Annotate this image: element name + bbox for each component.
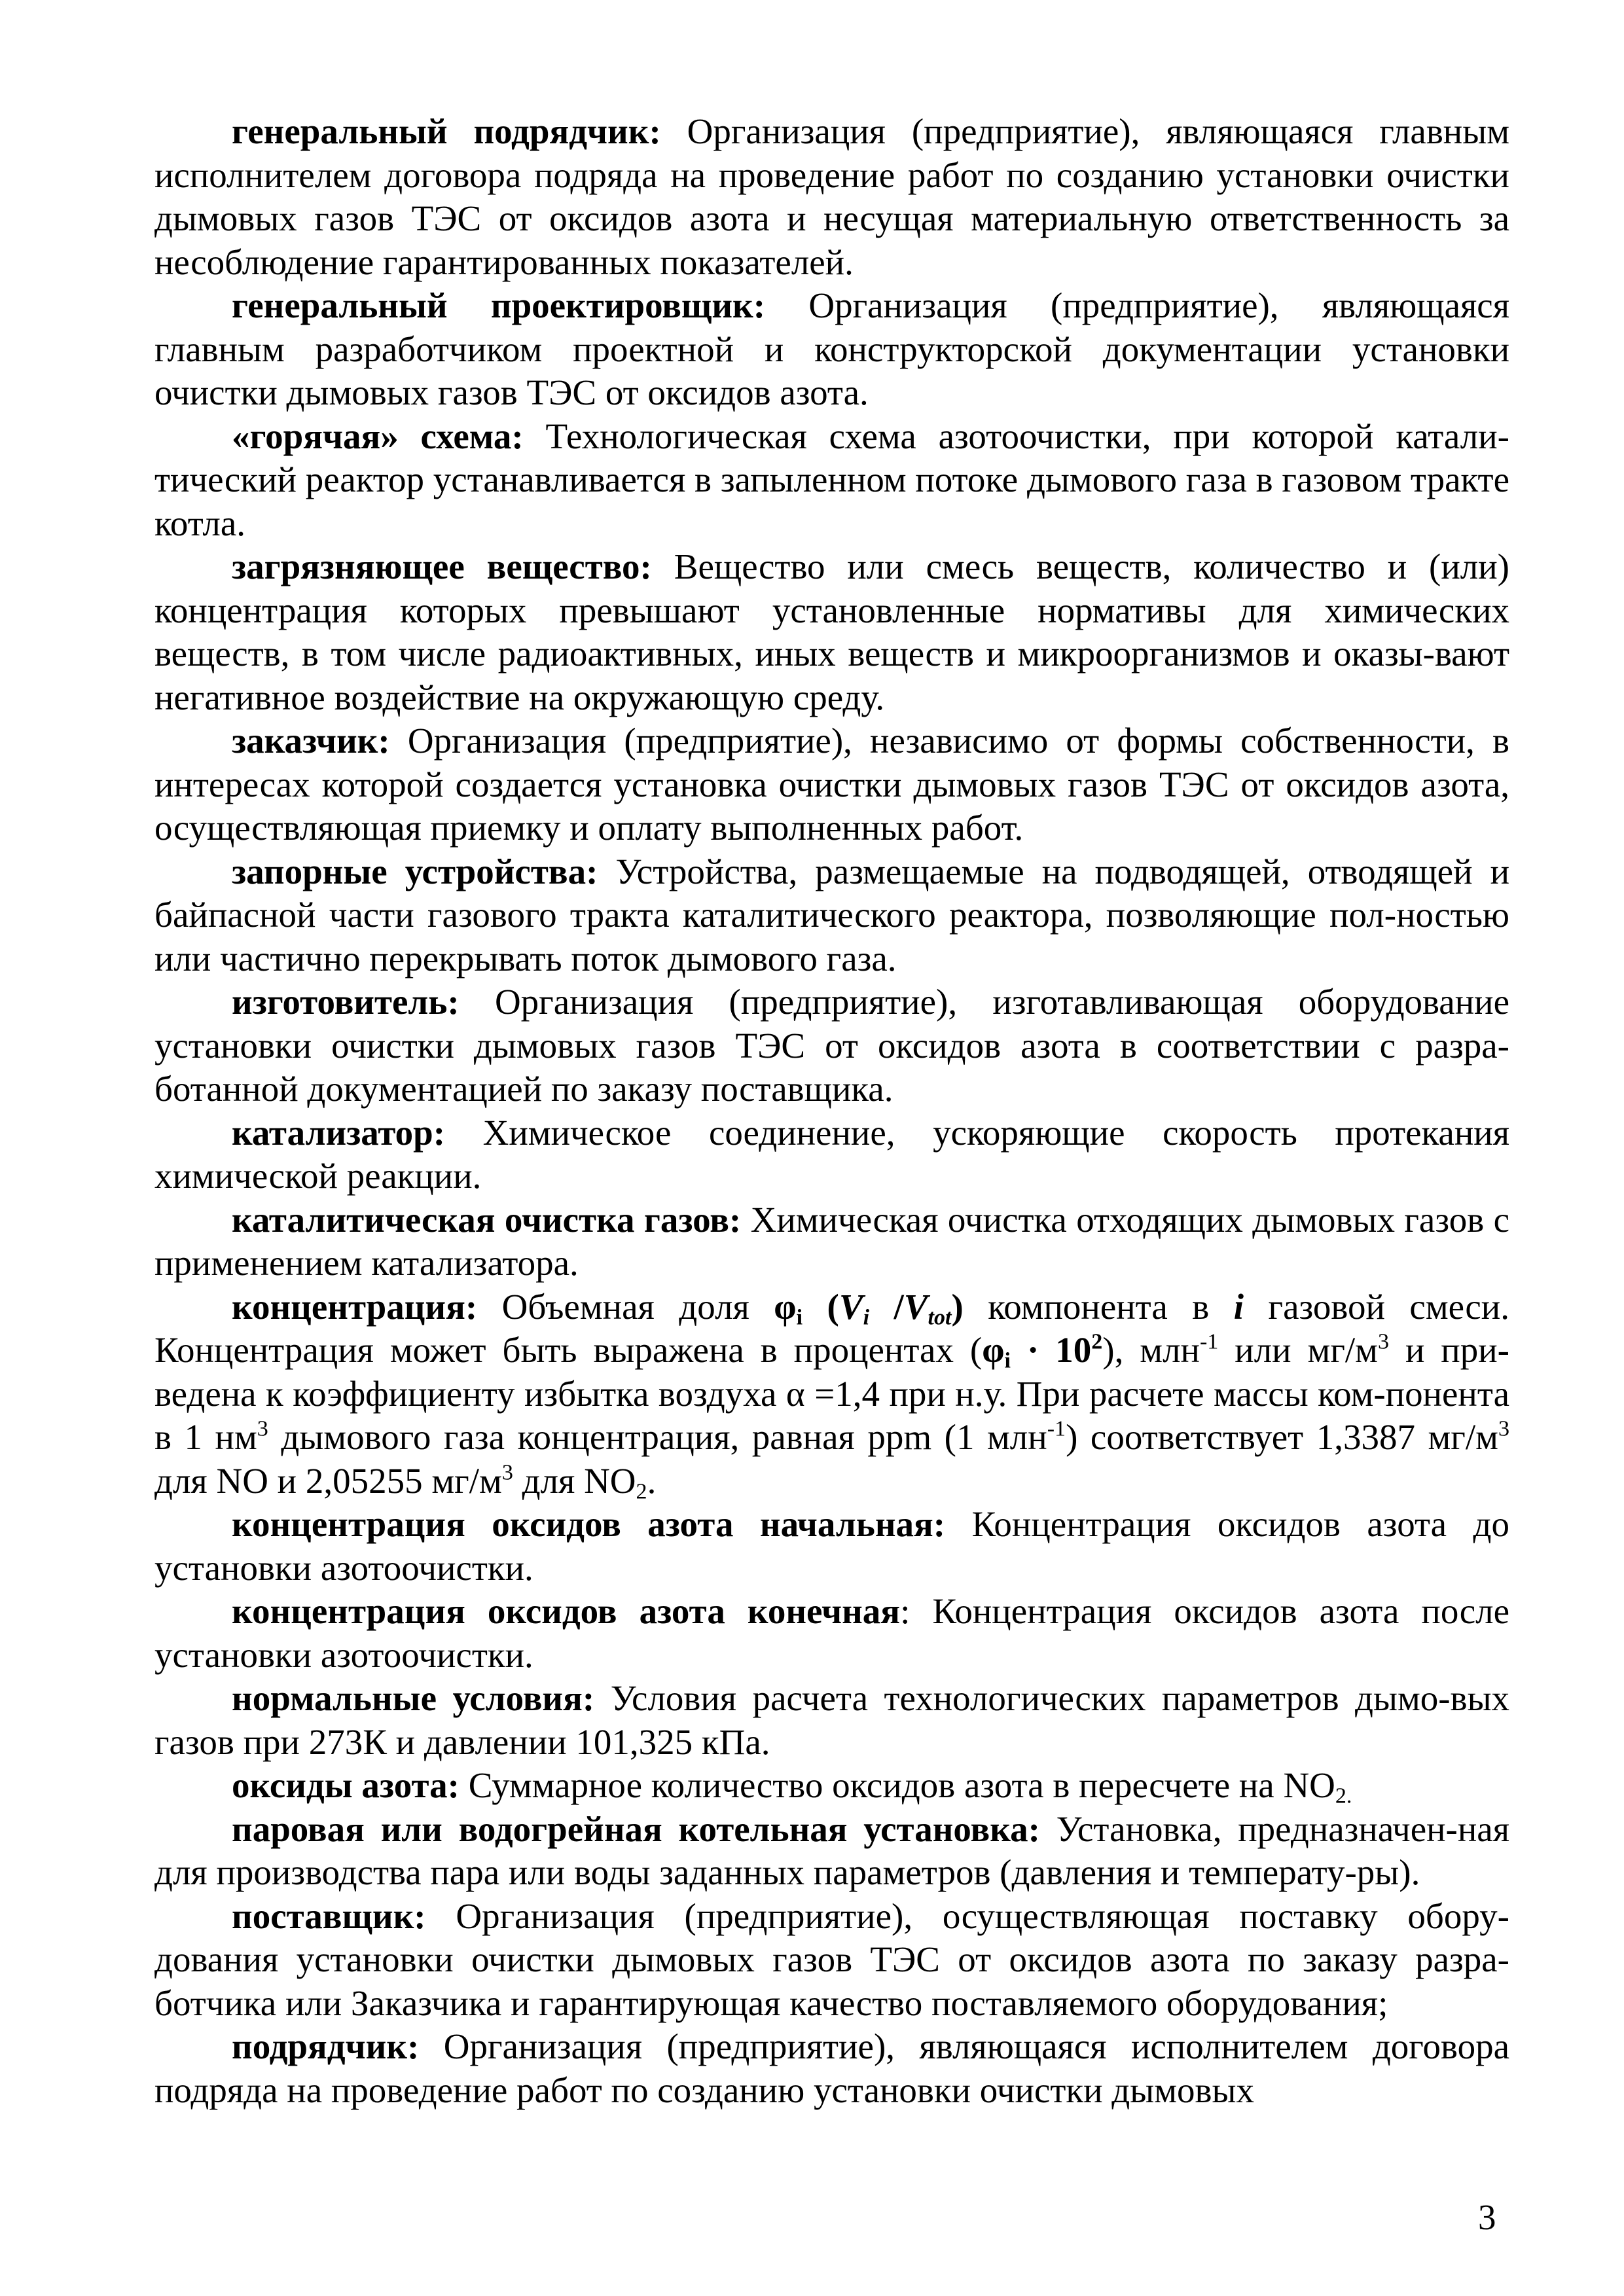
term: оксиды азота: (232, 1765, 460, 1805)
definition-manufacturer (154, 980, 1509, 1111)
term: поставщик: (232, 1895, 426, 1936)
definition-final-nox-concentration (154, 1590, 1509, 1677)
term: нормальные условия: (232, 1678, 595, 1718)
term: генеральный проектировщик: (232, 285, 766, 325)
definition-text: Организация (предприятие), являющаяся главным исполнителем договора подряда на проведение работ по созданию установки очистки дымовых газов ТЭС от оксидов азота и несущая материальную ответственность за несоблюдение гарантированных показателей. (154, 111, 1510, 282)
term: «горячая» схема: (232, 416, 524, 456)
term: изготовитель: (232, 982, 460, 1022)
term: запорные устройства: (232, 851, 598, 891)
definition-text: Организация (предприятие), изготавливающая оборудование установки очистки дымовых газов ТЭС от оксидов азота в соответствии с разра-ботанной документацией по заказу поставщика. (154, 982, 1509, 1109)
term: загрязняющее вещество: (232, 547, 652, 586)
definition-pollutant (154, 545, 1509, 719)
definition-catalyst (154, 1111, 1509, 1198)
definition-customer (154, 719, 1509, 850)
definition-text: Химическая очистка отходящих дымовых газов с применением катализатора. (154, 1199, 1509, 1283)
term: подрядчик: (232, 2026, 420, 2066)
definition-text: Устройства, размещаемые на подводящей, отводящей и байпасной части газового тракта каталитического реактора, позволяющие пол-ностью или частично перекрывать поток дымового газа. (154, 851, 1510, 978)
definition-text: Вещество или смесь веществ, количество и (или) концентрация которых превышают установленные нормативы для химических веществ, в том числе радиоактивных, иных веществ и микроорганизмов и оказы-вают негативное воздействие на окружающую среду. (154, 547, 1509, 717)
definition-text: Организация (предприятие), независимо от формы собственности, в интересах которой создается установка очистки дымовых газов ТЭС от оксидов азота, осуществляющая приемку и оплату выполненных работ. (154, 721, 1509, 848)
term: катализатор: (232, 1112, 446, 1153)
definition-text: Организация (предприятие), являющаяся главным разработчиком проектной и конструкторской документации установки очистки дымовых газов ТЭС от оксидов азота. (154, 285, 1510, 412)
definition-text: Технологическая схема азотоочистки, при которой катали-тический реактор устанавливается в запыленном потоке дымового газа в газовом тракте котла. (154, 416, 1510, 543)
definition-nitrogen-oxides (154, 1764, 1509, 1808)
definition-shutoff-devices (154, 850, 1509, 981)
definition-text: Условия расчета технологических параметров дымо-вых газов при 273К и давлении 101,325 кПа. (154, 1678, 1510, 1762)
document-body (154, 110, 1509, 2112)
definition-boiler-installation (154, 1808, 1509, 1895)
definition-text: Установка, предназначен-ная для производства пара или воды заданных параметров (давления и температу-ры). (154, 1808, 1509, 1892)
definition-catalytic-cleaning (154, 1198, 1509, 1285)
definition-general-contractor (154, 110, 1509, 284)
definition-text: : Концентрация оксидов азота после установки азотоочистки. (154, 1591, 1510, 1675)
definition-text: Организация (предприятие), осуществляющая поставку обору-дования установки очистки дымовых газов ТЭС от оксидов азота по заказу разра-ботчика или Заказчика и гарантирующая качество поставляемого оборудования; (154, 1895, 1510, 2023)
definition-text: Суммарное количество оксидов азота в пересчете на $NO_{2.}$ (468, 1765, 1352, 1808)
term: генеральный подрядчик: (232, 111, 661, 151)
term: концентрация оксидов азота конечная (232, 1591, 901, 1631)
definition-initial-nox-concentration (154, 1503, 1509, 1590)
term: концентрация оксидов азота начальная: (232, 1504, 946, 1544)
term: концентрация: (232, 1286, 478, 1327)
term: паровая или водогрейная котельная установка: (232, 1808, 1040, 1849)
term: заказчик: (232, 721, 390, 761)
definition-text: Объемная доля $\varphi_i$ ($V_i$ $/V_{tot}$) компонента в i газовой смеси. Концентрация может быть выражена в процентах $(\varphi_i \cdot 10^2)$, млн$^{-1}$ или $мг/м^3$ и при-ведена к коэффициенту избытка воздуха α =1,4 при н.у. При расчете массы ком-понента в 1 $нм^3$ дымового газа концентрация, равная ppm (1 млн$^{-1}$) соответствует 1,3387 $мг/м^3$ для NO и 2,05255 $мг/м^3$ для $NO_2$. (154, 1286, 1509, 1504)
definition-general-designer (154, 284, 1509, 415)
definition-text: Химическое соединение, ускоряющие скорость протекания химической реакции. (154, 1112, 1509, 1196)
term: каталитическая очистка газов: (232, 1199, 742, 1240)
definition-hot-scheme (154, 415, 1509, 546)
page-number: 3 (1478, 2197, 1496, 2237)
definition-contractor (154, 2025, 1509, 2112)
definition-normal-conditions (154, 1677, 1509, 1764)
definition-supplier (154, 1895, 1509, 2026)
definition-concentration (154, 1285, 1509, 1503)
definition-text: Организация (предприятие), являющаяся исполнителем договора подряда на проведение работ по созданию установки очистки дымовых (154, 2026, 1509, 2110)
definition-text: Концентрация оксидов азота до установки азотоочистки. (154, 1504, 1509, 1588)
